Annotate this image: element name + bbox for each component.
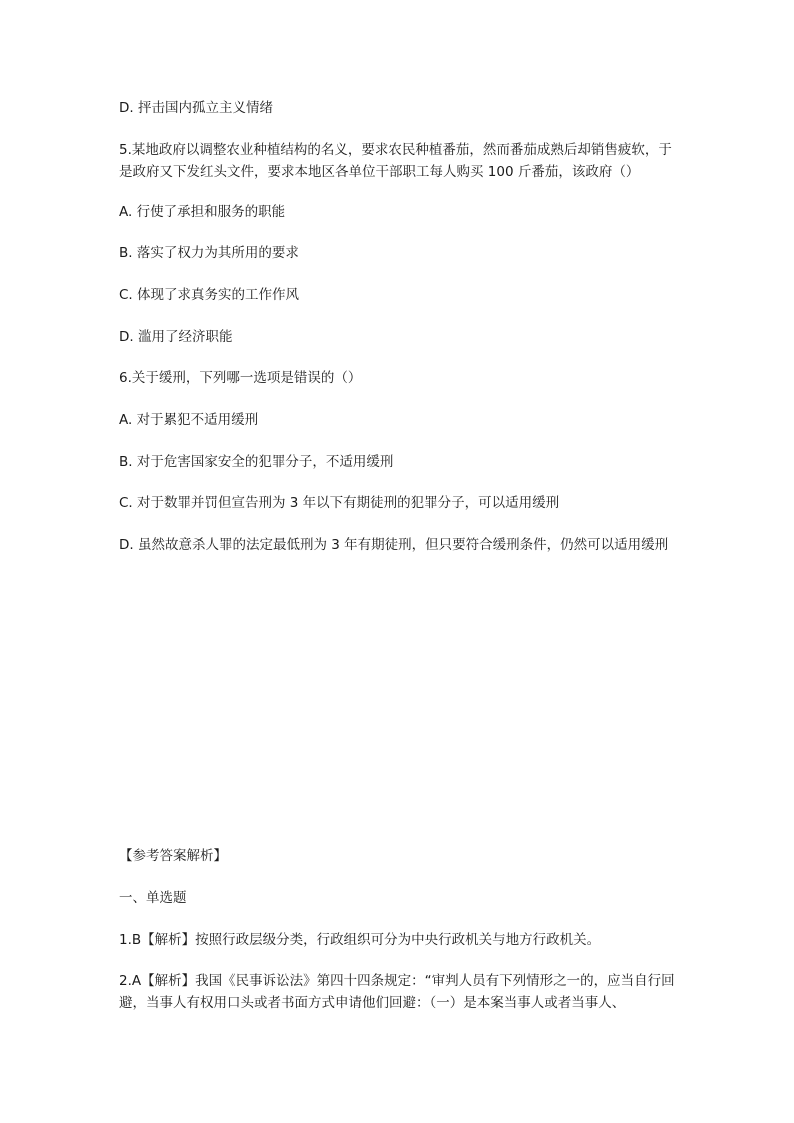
q6-option-c: C. 对于数罪并罚但宣告刑为 3 年以下有期徒刑的犯罪分子，可以适用缓刑 <box>119 495 560 511</box>
q5-option-c: C. 体现了求真务实的工作作风 <box>119 287 300 303</box>
answer-1: 1.B【解析】按照行政层级分类，行政组织可分为中央行政机关与地方行政机关。 <box>119 932 601 948</box>
q6-option-b: B. 对于危害国家安全的犯罪分子，不适用缓刑 <box>119 454 394 470</box>
q5-option-a: A. 行使了承担和服务的职能 <box>119 204 286 220</box>
q5-stem: 5.某地政府以调整农业种植结构的名义，要求农民种植番茄，然而番茄成熟后却销售疲软，于是政府又下发红头文件，要求本地区各单位干部职工每人购买 100 斤番茄，该政府（） <box>119 142 672 180</box>
q6-option-d: D. 虽然故意杀人罪的法定最低刑为 3 年有期徒刑，但只要符合缓刑条件，仍然可以适用缓刑 <box>119 537 669 553</box>
q4-option-d: D. 抨击国内孤立主义情绪 <box>119 100 273 116</box>
answers-heading: 【参考答案解析】 <box>119 848 227 864</box>
q5-option-d: D. 滥用了经济职能 <box>119 329 233 345</box>
answer-2: 2.A【解析】我国《民事诉讼法》第四十四条规定：“审判人员有下列情形之一的，应当自行回避，当事人有权用口头或者书面方式申请他们回避：（一）是本案当事人或者当事人、 <box>119 973 675 1011</box>
q6-option-a: A. 对于累犯不适用缓刑 <box>119 412 259 428</box>
answers-section-title: 一、单选题 <box>119 890 187 906</box>
q5-option-b: B. 落实了权力为其所用的要求 <box>119 245 299 261</box>
q6-stem: 6.关于缓刑，下列哪一选项是错误的（） <box>119 370 362 386</box>
